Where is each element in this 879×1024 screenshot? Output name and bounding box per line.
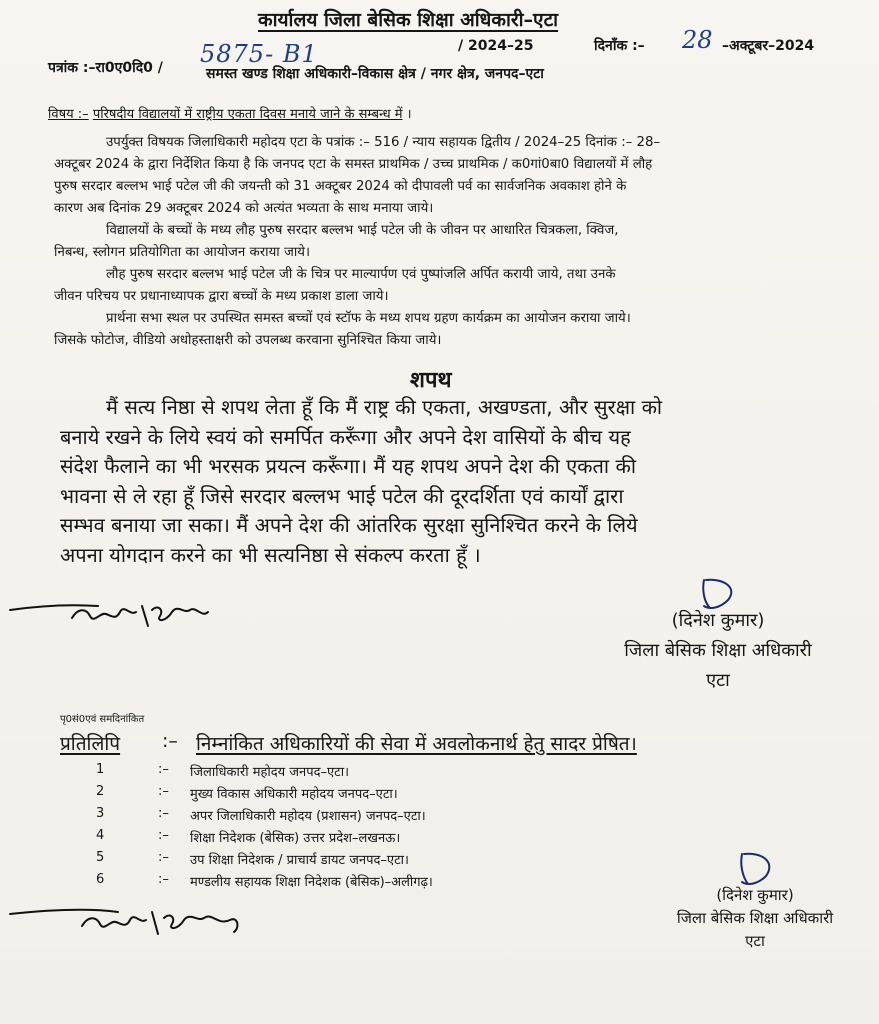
signatory-name: (दिनेश कुमार) [716, 886, 794, 904]
date-label: दिनाँक :– [594, 38, 645, 54]
copy-separator: :– [162, 730, 178, 752]
signatory-designation: जिला बेसिक शिक्षा अधिकारी [676, 909, 834, 927]
copy-item-number: 5 [96, 850, 105, 865]
paragraph-line: पुरुष सरदार बल्लभ भाई पटेल जी की जयन्ती को 31 अक्टूबर 2024 को दीपावली पर्व का सार्वजनिक अवकाश होने के [54, 179, 627, 194]
paragraph-2 [54, 220, 860, 264]
copy-item-separator: :– [158, 828, 169, 843]
paragraph-line: कारण अब दिनांक 29 अक्टूबर 2024 को अत्यंत भव्यता के साथ मनाया जाये। [54, 201, 434, 216]
signatory-block-copy [650, 884, 860, 953]
copy-item-number: 6 [96, 872, 105, 887]
paragraph-3 [54, 264, 860, 308]
oath-line: मैं सत्य निष्ठा से शपथ लेता हूँ कि मैं राष्ट्र की एकता, अखण्डता, और सुरक्षा को [106, 395, 663, 419]
oath-line: बनाये रखने के लिये स्वयं को समर्पित करूँगा और अपने देश वासियों के बीच यह [60, 424, 631, 449]
subject-label: विषय :– [48, 107, 89, 122]
copy-label: प्रतिलिपि [60, 733, 121, 755]
reference-session: / 2024–25 [458, 38, 534, 54]
signatory-place: एटा [706, 670, 730, 691]
signatory-name: (दिनेश कुमार) [671, 610, 765, 631]
subject-line [48, 104, 412, 122]
copy-item-text: जिलाधिकारी महोदय जनपद–एटा। [190, 765, 350, 780]
paragraph-line: विद्यालयों के बच्चों के मध्य लौह पुरुष सरदार बल्लभ भाई पटेल जी के जीवन पर आधारित चित्रकला, क्विज, [106, 223, 619, 238]
copy-item-separator: :– [158, 872, 169, 887]
oath-heading: शपथ [410, 368, 452, 393]
oath-text [60, 393, 662, 570]
paragraph-line: जीवन परिचय पर प्रधानाध्यापक द्वारा बच्चों के मध्य प्रकाश डाला जाये। [54, 289, 389, 304]
paragraph-1 [54, 132, 860, 220]
oath-line: संदेश फैलाने का भी भरसक प्रयत्न करूँगा। मैं यह शपथ अपने देश की एकता की [60, 454, 637, 478]
office-title: कार्यालय जिला बेसिक शिक्षा अधिकारी–एटा [258, 9, 559, 31]
copy-item-separator: :– [158, 806, 169, 821]
paragraph-4 [54, 308, 860, 352]
signatory-designation: जिला बेसिक शिक्षा अधिकारी [624, 640, 812, 661]
date-month-year: –अक्टूबर–2024 [722, 38, 815, 54]
copy-item-separator: :– [158, 850, 169, 865]
copy-item-text: शिक्षा निदेशक (बेसिक) उत्तर प्रदेश–लखनऊ। [190, 831, 401, 846]
copy-memo-note: पृ0सं0एवं समदिनांकित [60, 714, 145, 725]
oath-line: सम्भव बनाया जा सका। मैं अपने देश की आंतरिक सुरक्षा सुनिश्चित करने के लिये [60, 513, 638, 537]
copy-item-number: 3 [96, 806, 105, 821]
oath-line: भावना से ले रहा हूँ जिसे सरदार बल्लभ भाई पटेल की दूरदर्शिता एवं कार्यों द्वारा [60, 483, 624, 508]
signatory-block [578, 606, 858, 696]
copy-item-number: 1 [96, 762, 105, 777]
copy-item-separator: :– [158, 784, 169, 799]
copy-heading: निम्नांकित अधिकारियों की सेवा में अवलोकनार्थ हेतु सादर प्रेषित। [196, 733, 637, 755]
oath-line: अपना योगदान करने का भी सत्यनिष्ठा से संकल्प करता हूँ । [60, 542, 481, 567]
copy-item-text: अपर जिलाधिकारी महोदय (प्रशासन) जनपद–एटा। [190, 809, 426, 824]
copy-item-separator: :– [158, 762, 169, 777]
reference-number-handwritten: 5875- B1 [200, 40, 318, 68]
paragraph-line: जिसके फोटोज, वीडियो अधोहस्ताक्षरी को उपलब्ध करवाना सुनिश्चित किया जाये। [54, 333, 442, 348]
paragraph-line: उपर्युक्त विषयक जिलाधिकारी महोदय एटा के पत्रांक :– 516 / न्याय सहायक द्वितीय / 2024–25 दिनांक :– 28– [106, 135, 661, 150]
initials-signature-left-2 [8, 904, 248, 944]
date-day-handwritten: 28 [682, 26, 713, 54]
subject-text: परिषदीय विद्यालयों में राष्ट्रीय एकता दिवस मनाये जाने के सम्बन्ध में [92, 107, 403, 122]
signatory-place: एटा [745, 932, 765, 950]
paragraph-line: अक्टूबर 2024 के द्वारा निर्देशित किया है कि जनपद एटा के समस्त प्राथमिक / उच्च प्राथमिक / क0गां0बा0 विद्यालयों में लौह [54, 157, 653, 172]
copy-item-text: उप शिक्षा निदेशक / प्राचार्य डायट जनपद–एटा। [190, 853, 409, 868]
addressee: समस्त खण्ड शिक्षा अधिकारी–विकास क्षेत्र / नगर क्षेत्र, जनपद–एटा [206, 66, 544, 82]
copy-item-text: मण्डलीय सहायक शिक्षा निदेशक (बेसिक)–अलीगढ़। [190, 875, 433, 890]
copy-item-number: 2 [96, 784, 105, 799]
paragraph-line: निबन्ध, स्लोगन प्रतियोगिता का आयोजन कराया जाये। [54, 245, 311, 260]
subject-end: । [406, 107, 412, 122]
paragraph-line: लौह पुरुष सरदार बल्लभ भाई पटेल जी के चित्र पर माल्यार्पण एवं पुष्पांजलि अर्पित करायी जाये, तथा उनके [106, 267, 616, 282]
paragraph-line: प्रार्थना सभा स्थल पर उपस्थित समस्त बच्चों एवं स्टॉफ के मध्य शपथ ग्रहण कार्यक्रम का आयोजन कराया जाये। [106, 311, 631, 326]
reference-prefix: पत्रांक :–रा0ए0दि0 / [48, 60, 163, 76]
copy-item-text: मुख्य विकास अधिकारी महोदय जनपद–एटा। [190, 787, 398, 802]
copy-item-number: 4 [96, 828, 105, 843]
initials-signature-left [8, 598, 218, 638]
